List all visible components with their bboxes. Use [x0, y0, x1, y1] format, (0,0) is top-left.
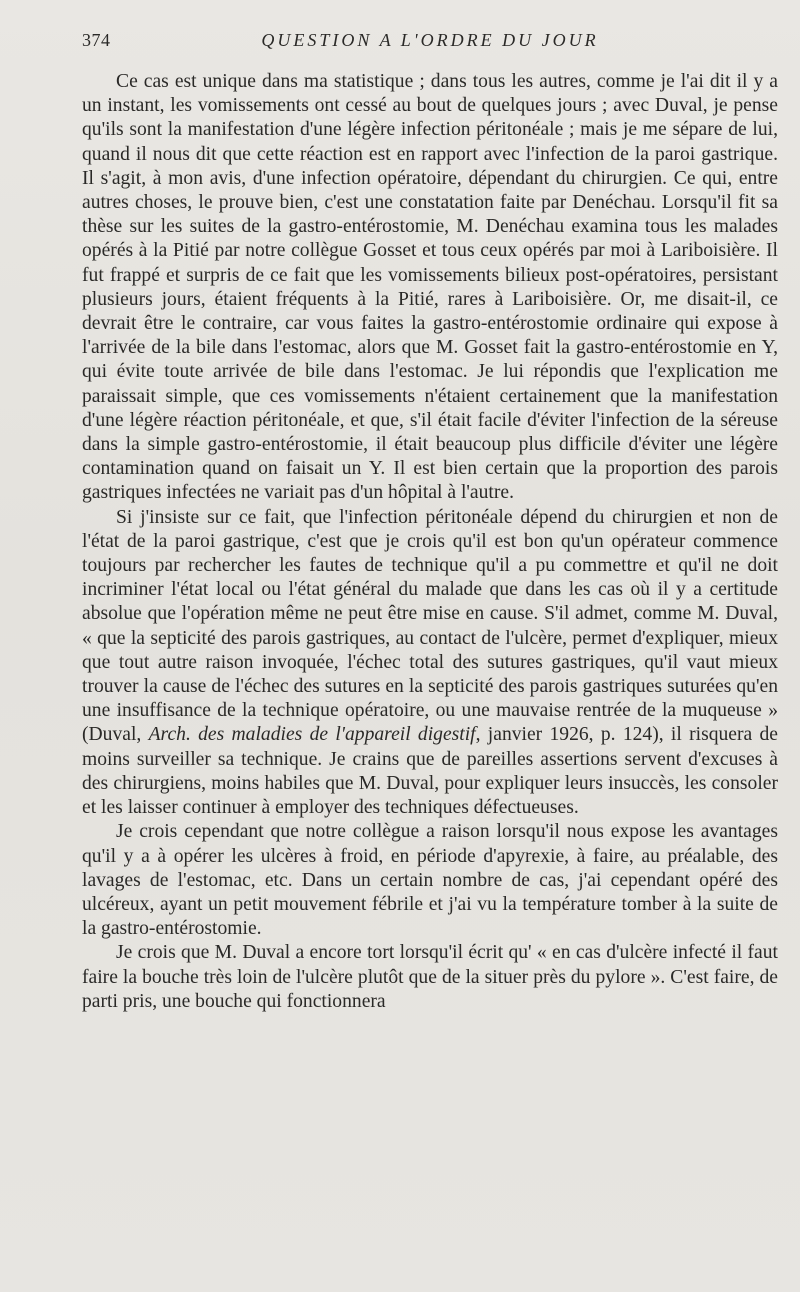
paragraph-2-text-a: Si j'insiste sur ce fait, que l'infection péritonéale dépend du chirurgien et non de l'état de la paroi gastrique, c'est que je crois qu'il est bon qu'un opérateur commence toujours par rechercher les fautes de technique qu'il a pu commettre et qu'il ne doit incriminer l'état local ou l'état général du malade que dans les cas où il y a certitude absolue que l'opération même ne peut être mise en cause. S'il admet, comme M. Duval, « que la septicité des parois gastriques, au contact de l'ulcère, permet d'expliquer, mieux que tout autre raison invoquée, l'échec total des sutures gastriques, qu'il vaut mieux trouver la cause de l'échec des sutures en la septicité des parois gastriques suturées qu'en une insuffisance de la technique opératoire, ou une mauvaise rentrée de la muqueuse » (Duval, — [82, 506, 778, 746]
page-number: 374 — [82, 30, 111, 50]
paragraph-2-text-b: , janvier 1926, p. 124), il risquera de moins surveiller sa technique. Je crains que de pareilles assertions servent d'excuses à des chirurgiens, moins habiles que M. Duval, pour expliquer leurs insuccès, les consoler et les laisser continuer à employer des techniques défectueuses. — [82, 724, 778, 819]
body-text — [82, 70, 778, 1014]
paragraph-4: Je crois que M. Duval a encore tort lorsqu'il écrit qu' « en cas d'ulcère infecté il faut faire la bouche très loin de l'ulcère plutôt que de la situer près du pylore ». C'est faire, de parti pris, une bouche qui fonctionnera — [82, 942, 778, 1012]
paragraph-3: Je crois cependant que notre collègue a raison lorsqu'il nous expose les avantages qu'il y a à opérer les ulcères à froid, en période d'apyrexie, à faire, au préalable, des lavages de l'estomac, etc. Dans un certain nombre de cas, j'ai cependant opéré des ulcéreux, ayant un petit mouvement fébrile et j'ai vu la température tomber à la suite de la gastro-entérostomie. — [82, 821, 778, 940]
paragraph-1: Ce cas est unique dans ma statistique ; dans tous les autres, comme je l'ai dit il y a un instant, les vomissements ont cessé au bout de quelques jours ; avec Duval, je pense qu'ils sont la manifestation d'une légère infection péritonéale ; mais je me sépare de lui, quand il nous dit que cette réaction est en rapport avec l'infection de la paroi gastrique. Il s'agit, à mon avis, d'une infection opératoire, dépendant du chirurgien. Ce qui, entre autres choses, le prouve bien, c'est une constatation faite par Denéchau. Lorsqu'il fit sa thèse sur les suites de la gastro-entérostomie, M. Denéchau examina tous les malades opérés à la Pitié par notre collègue Gosset et tous ceux opérés par moi à Lariboisière. Il fut frappé et surpris de ce fait que les vomissements bilieux post-opératoires, persistant plusieurs jours, étaient fréquents à la Pitié, rares à Lariboisière. Or, me disait-il, ce devrait être le contraire, car vous faites la gastro-entérostomie ordinaire qui expose à l'arrivée de la bile dans l'estomac, alors que M. Gosset fait la gastro-entérostomie en Y, qui évite toute arrivée de bile dans l'estomac. Je lui répondis que l'explication me paraissait simple, que ces vomissements n'étaient certainement que la manifestation d'une légère réaction péritonéale, et que, s'il était facile d'éviter l'infection de la séreuse dans la simple gastro-entérostomie, il était beaucoup plus difficile d'éviter une légère contamination quand on faisait un Y. Il est bien certain que la proportion des parois gastriques infectées ne variait pas d'un hôpital à l'autre. — [82, 71, 778, 504]
running-head: QUESTION A L'ORDRE DU JOUR — [261, 30, 599, 50]
paragraph-2 — [82, 506, 778, 821]
page-header — [82, 30, 778, 54]
journal-citation: Arch. des maladies de l'appareil digestif — [148, 724, 476, 746]
